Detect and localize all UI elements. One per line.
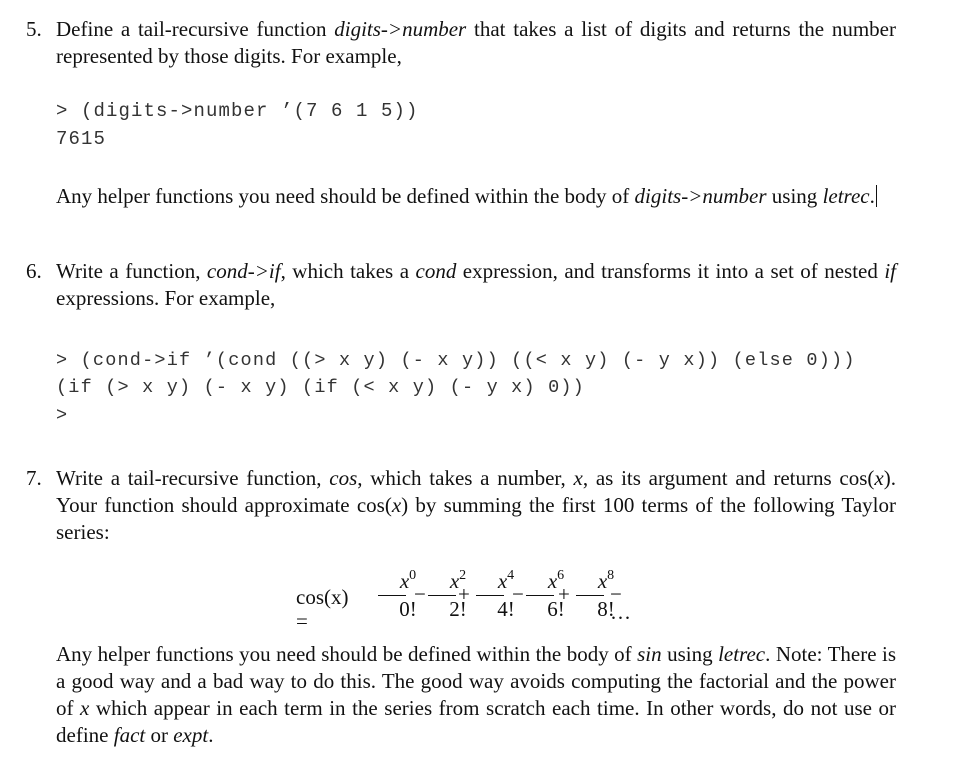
- q6-code-line-2: (if (> x y) (- x y) (if (< x y) (- y x) 0)): [56, 377, 585, 398]
- q7-number: 7.: [26, 466, 42, 490]
- q7-note-expt: expt: [173, 723, 209, 747]
- q6-prompt: [56, 258, 896, 312]
- formula-op-2: −: [512, 582, 524, 606]
- q5-fn-name: digits->number: [334, 17, 467, 41]
- q5-code-line-2: 7615: [56, 128, 107, 150]
- q6-text-d: expressions. For example,: [56, 286, 276, 310]
- q7-note-end: .: [208, 723, 214, 747]
- q5-text-a: Define a tail-recursive function: [56, 17, 335, 41]
- q7-note-sin: sin: [637, 642, 662, 666]
- q7-text-c: , as its argument and returns cos(: [582, 466, 875, 490]
- q7-note-x: x: [80, 696, 90, 720]
- formula-op-0: −: [414, 582, 426, 606]
- q5-number: 5.: [26, 17, 42, 41]
- q6-text-b: , which takes a: [280, 259, 416, 283]
- q7-var-x-3: x: [391, 493, 402, 517]
- q6-if-word: if: [884, 259, 896, 283]
- term-2-den: 4!: [497, 597, 515, 621]
- term-3-exp: 6: [557, 568, 565, 583]
- q7-note-c: . Note: There is a good way and a bad way to do this. The good way avoids computing the factorial and the power of: [56, 642, 896, 720]
- term-4-exp: 8: [607, 568, 615, 583]
- q6-number: 6.: [26, 259, 42, 283]
- q5-prompt: [56, 16, 896, 70]
- term-0-den: 0!: [399, 597, 417, 621]
- q7-note-d: which appear in each term in the series from scratch each time. In other words, do not use or define: [56, 696, 896, 747]
- q7-helper-note: [56, 641, 896, 749]
- q7-note-b: using: [661, 642, 719, 666]
- q5-helper-text-a: Any helper functions you need should be defined within the body of: [56, 184, 635, 208]
- term-2-base: x: [497, 569, 508, 593]
- text-cursor: [876, 185, 877, 207]
- q5-helper-fn: digits->number: [634, 184, 767, 208]
- q5-helper-note[interactable]: [56, 183, 896, 210]
- q6-cond-word: cond: [415, 259, 457, 283]
- term-3-base: x: [547, 569, 558, 593]
- formula-op-3: +: [558, 582, 570, 606]
- q5-helper-text-b: using: [766, 184, 823, 208]
- term-2-exp: 4: [507, 568, 515, 583]
- q5-text-b: that takes a list of digits and returns the number represented by those digits. For example,: [56, 17, 896, 68]
- q7-text-e: ) by summing the first 100 terms of the following Taylor series:: [56, 493, 896, 544]
- q6-text-a: Write a function,: [56, 259, 207, 283]
- term-4-den: 8!: [597, 597, 615, 621]
- term-3-den: 6!: [547, 597, 565, 621]
- q7-note-letrec: letrec: [718, 642, 766, 666]
- q6-code-line-1: > (cond->if ’(cond ((> x y) (- x y)) ((< x y) (- y x)) (else 0))): [56, 350, 856, 371]
- term-0-base: x: [399, 569, 410, 593]
- formula-op-4: − ···: [610, 582, 631, 630]
- q7-note-or: or: [145, 723, 174, 747]
- q7-note-fact: fact: [113, 723, 146, 747]
- q7-text-a: Write a tail-recursive function,: [56, 466, 330, 490]
- q6-code-line-3: >: [56, 405, 69, 426]
- term-1-den: 2!: [449, 597, 467, 621]
- q7-text-d: ). Your function should approximate cos(: [56, 466, 896, 517]
- term-0-exp: 0: [409, 568, 417, 583]
- q5-helper-letrec: letrec: [822, 184, 870, 208]
- q5-helper-end: .: [869, 184, 875, 208]
- q7-prompt: [56, 465, 896, 546]
- q5-code-line-1: > (digits->number ’(7 6 1 5)): [56, 100, 419, 122]
- q7-var-x-2: x: [874, 466, 884, 490]
- q7-var-x: x: [573, 466, 583, 490]
- formula-lhs: cos(x) =: [296, 585, 349, 633]
- term-1-exp: 2: [459, 568, 467, 583]
- formula-op-1: +: [458, 582, 470, 606]
- term-4-base: x: [597, 569, 608, 593]
- q6-fn-name: cond->if: [206, 259, 281, 283]
- q7-fn-name: cos: [329, 466, 358, 490]
- q7-text-b: , which takes a number,: [357, 466, 574, 490]
- q7-note-a: Any helper functions you need should be defined within the body of: [56, 642, 638, 666]
- q6-text-c: expression, and transforms it into a set of nested: [456, 259, 885, 283]
- term-1-base: x: [449, 569, 460, 593]
